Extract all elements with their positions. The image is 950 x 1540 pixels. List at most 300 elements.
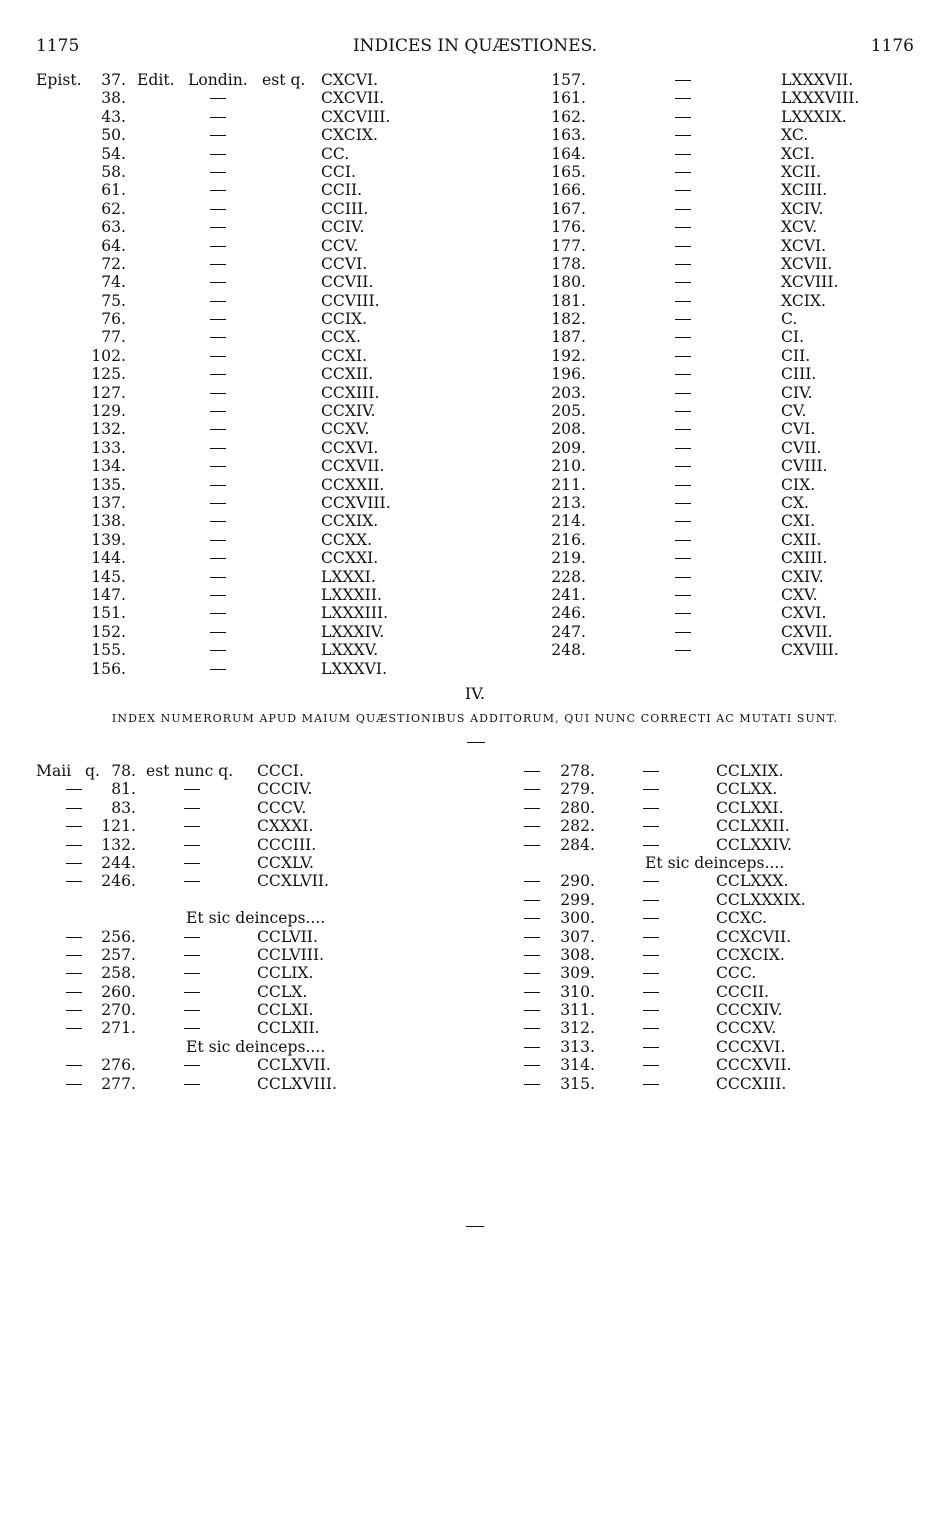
ditto-dash [675,108,691,118]
entry-number: 145. [91,567,126,586]
entry-number: 54. [101,144,126,163]
entry-roman: LXXXV. [321,641,379,660]
index-row [0,310,480,328]
entry-number: 246. [551,604,586,623]
ditto-dash [184,872,200,882]
ditto-dash [66,983,82,993]
index-row [0,89,480,107]
ditto-dash [210,641,226,651]
index-row [480,531,950,549]
ditto-dash [210,623,226,633]
ditto-dash [210,568,226,578]
ditto-dash [524,1019,540,1029]
ditto-dash [210,347,226,357]
index-row [480,181,950,199]
entry-number: 156. [91,659,126,678]
entry-number: 299. [560,890,595,909]
ditto-dash [524,1056,540,1066]
entry-number: 308. [560,945,595,964]
entry-roman: CII. [781,346,811,365]
index-row [480,163,950,181]
entry-roman: CXI. [781,512,816,531]
entry-number: 309. [560,964,595,983]
entry-roman: LXXXII. [321,585,382,604]
ditto-dash [210,365,226,375]
entry-roman: CCCI. [257,762,304,780]
index-row [0,71,480,89]
index-row [0,365,480,383]
index-row [0,568,480,586]
ditto-dash [643,909,659,919]
entry-roman: CX. [781,493,809,512]
index-row [480,237,950,255]
index-row [480,1038,950,1056]
ditto-dash [643,1019,659,1029]
entry-roman: CCCII. [716,982,770,1001]
ditto-dash [643,964,659,974]
index-row [480,586,950,604]
ditto-dash [184,799,200,809]
index-row [0,762,480,780]
ditto-dash [66,799,82,809]
entry-roman: CCXIV. [321,402,376,421]
entry-roman: LXXXI. [321,567,376,586]
blank-row [0,891,480,909]
index-row [480,872,950,890]
index-row [480,909,950,927]
prefix-epist: Epist. [36,71,82,89]
continuation-note: Et sic deinceps.... [186,909,326,928]
ditto-dash [643,1075,659,1085]
entry-number: 61. [101,181,126,200]
entry-number: 187. [551,328,586,347]
entry-number: 132. [91,420,126,439]
ditto-dash [524,836,540,846]
ditto-dash [184,983,200,993]
index-row [480,891,950,909]
ditto-dash [210,420,226,430]
index-row [480,457,950,475]
ditto-dash [643,891,659,901]
entry-number: 127. [91,383,126,402]
index-row [0,1056,480,1074]
ditto-dash [184,928,200,938]
ditto-dash [66,836,82,846]
index-row [480,108,950,126]
index-row [0,780,480,798]
entry-number: 38. [101,89,126,108]
entry-number: 121. [101,817,136,836]
ditto-dash [210,89,226,99]
ditto-dash [675,531,691,541]
ditto-dash [675,439,691,449]
entry-roman: CCI. [321,162,356,181]
entry-number: 257. [101,945,136,964]
ditto-dash [524,891,540,901]
entry-roman: CXCIX. [321,126,378,145]
entry-roman: CCXXII. [321,475,385,494]
index-row [0,1001,480,1019]
index-row [0,1019,480,1037]
index-row [0,218,480,236]
entry-roman: CCLVII. [257,927,318,946]
entry-number: 133. [91,438,126,457]
index-row [480,549,950,567]
entry-number: 209. [551,438,586,457]
ditto-dash [643,872,659,882]
entry-number: 75. [101,291,126,310]
entry-roman: CCX. [321,328,361,347]
entry-number: 129. [91,402,126,421]
ditto-dash [675,328,691,338]
entry-roman: LXXXVIII. [781,89,860,108]
index-row [480,641,950,659]
ditto-dash [66,1075,82,1085]
index-row [0,163,480,181]
entry-roman: CXVII. [781,622,833,641]
index-row [480,836,950,854]
ditto-dash [675,512,691,522]
entry-roman: CCLXIX. [716,762,784,780]
prefix-est-q: est q. [262,71,306,89]
entry-number: 58. [101,162,126,181]
index-row [480,494,950,512]
ditto-dash [210,255,226,265]
prefix-q: q. [85,762,100,780]
entry-roman: C. [781,310,798,329]
entry-roman: CCLXXI. [716,798,784,817]
ditto-dash [210,126,226,136]
entry-roman: CCXVI. [321,438,379,457]
ditto-dash [643,799,659,809]
entry-number: 247. [551,622,586,641]
entry-roman: CCXLVII. [257,872,330,891]
entry-roman: CCIV. [321,218,365,237]
ditto-dash [675,402,691,412]
index-row [480,402,950,420]
ditto-dash [524,799,540,809]
ditto-dash [210,237,226,247]
entry-number: 151. [91,604,126,623]
section4-left-column [0,762,480,1093]
index-row [0,402,480,420]
index-row [480,512,950,530]
entry-number: 210. [551,457,586,476]
index-row [480,310,950,328]
entry-number: 300. [560,909,595,928]
prefix-londin: Londin. [188,71,248,89]
entry-number: 290. [560,872,595,891]
index-row [480,780,950,798]
entry-roman: CCCXVII. [716,1056,792,1075]
entry-number: 192. [551,346,586,365]
entry-number: 260. [101,982,136,1001]
entry-number: 74. [101,273,126,292]
entry-roman: CCLXXIV. [716,835,793,854]
entry-number: 282. [560,817,595,836]
entry-roman: CVII. [781,438,822,457]
ditto-dash [524,780,540,790]
section-number: IV. [464,684,486,703]
index-row [480,964,950,982]
ditto-dash [210,108,226,118]
entry-roman: CCCIV. [257,780,313,799]
ditto-dash [210,457,226,467]
entry-number: 155. [91,641,126,660]
index-row [480,439,950,457]
index-row [480,799,950,817]
ditto-dash [210,604,226,614]
ditto-dash [66,854,82,864]
continuation-row [480,854,950,872]
index-row [0,549,480,567]
index-row [0,531,480,549]
ditto-dash [675,181,691,191]
index-row [0,145,480,163]
entry-number: 307. [560,927,595,946]
ditto-dash [66,780,82,790]
entry-roman: CXIII. [781,549,828,568]
entry-roman: XCVI. [781,236,827,255]
ditto-dash [675,145,691,155]
index-row [480,1075,950,1093]
entry-roman: CXXXI. [257,817,314,836]
ditto-dash [524,1001,540,1011]
entry-roman: XCV. [781,218,818,237]
entry-roman: LXXXIV. [321,622,385,641]
entry-roman: CIX. [781,475,816,494]
entry-roman: CCXVII. [321,457,385,476]
entry-number: 219. [551,549,586,568]
index-row [0,660,480,678]
entry-roman: CCCXIV. [716,1001,783,1020]
index-row [0,964,480,982]
index-row [480,420,950,438]
index-row [480,200,950,218]
entry-roman: CIII. [781,365,817,384]
entry-roman: CCIII. [321,199,369,218]
index-row [0,586,480,604]
continuation-note: Et sic deinceps.... [645,853,785,872]
ditto-dash [675,384,691,394]
index-row [480,292,950,310]
entry-number: 78. [111,762,136,780]
ditto-dash [675,494,691,504]
entry-number: 137. [91,493,126,512]
entry-roman: LXXXVII. [781,71,854,89]
index-row [480,145,950,163]
ditto-dash [675,604,691,614]
index-row [0,817,480,835]
entry-roman: CCVIII. [321,291,380,310]
entry-roman: CCLXVIII. [257,1074,338,1093]
entry-roman: CXVI. [781,604,827,623]
entry-number: 144. [91,549,126,568]
index-row [0,273,480,291]
ditto-dash [210,273,226,283]
prefix-maii: Maii [36,762,72,780]
section-rule [467,742,485,743]
index-row [0,476,480,494]
index-row [480,126,950,144]
entry-roman: CI. [781,328,805,347]
entry-number: 83. [111,798,136,817]
index-row [0,946,480,964]
ditto-dash [675,292,691,302]
entry-roman: CV. [781,402,807,421]
entry-number: 270. [101,1001,136,1020]
entry-roman: CCXCVII. [716,927,792,946]
entry-number: 76. [101,310,126,329]
entry-roman: CIV. [781,383,813,402]
entry-roman: CCCXV. [716,1019,777,1038]
entry-number: 162. [551,107,586,126]
entry-number: 163. [551,126,586,145]
entry-number: 152. [91,622,126,641]
ditto-dash [524,762,540,772]
entry-roman: LXXXVI. [321,659,388,678]
ditto-dash [675,476,691,486]
entry-roman: CCLXI. [257,1001,314,1020]
entry-roman: CCLXXII. [716,817,790,836]
entry-roman: CXCVIII. [321,107,391,126]
entry-roman: CCLXXX. [716,872,789,891]
ditto-dash [66,872,82,882]
entry-roman: XCVIII. [781,273,839,292]
ditto-dash [184,836,200,846]
section-title: INDEX NUMERORUM APUD MAIUM QUÆSTIONIBUS ADDITORUM, QUI NUNC CORRECTI AC MUTATI SUNT. [111,712,839,725]
index-row [480,365,950,383]
index-row [0,181,480,199]
entry-number: 278. [560,762,595,780]
ditto-dash [210,402,226,412]
index-row [0,928,480,946]
ditto-dash [210,181,226,191]
ditto-dash [675,273,691,283]
entry-number: 138. [91,512,126,531]
ditto-dash [643,780,659,790]
ditto-dash [210,328,226,338]
entry-roman: CCCIII. [257,835,317,854]
ditto-dash [675,457,691,467]
index-row [0,328,480,346]
entry-roman: CCXI. [321,346,368,365]
index-row [0,200,480,218]
entry-number: 72. [101,254,126,273]
ditto-dash [643,983,659,993]
entry-number: 280. [560,798,595,817]
index-row [480,476,950,494]
ditto-dash [675,237,691,247]
section3-left-column [0,71,480,678]
entry-roman: CVIII. [781,457,828,476]
index-row [0,512,480,530]
index-row [480,1001,950,1019]
entry-roman: CCXXI. [321,549,379,568]
ditto-dash [210,549,226,559]
ditto-dash [184,1056,200,1066]
ditto-dash [675,218,691,228]
entry-roman: CCXLV. [257,853,314,872]
ditto-dash [66,964,82,974]
ditto-dash [524,1038,540,1048]
entry-roman: LXXXIX. [781,107,847,126]
entry-number: 284. [560,835,595,854]
ditto-dash [675,89,691,99]
entry-number: 157. [551,71,586,89]
index-row [0,494,480,512]
entry-roman: CCLXXXIX. [716,890,806,909]
ditto-dash [66,1019,82,1029]
entry-number: 311. [560,1001,595,1020]
ditto-dash [675,347,691,357]
ditto-dash [66,1056,82,1066]
ditto-dash [675,568,691,578]
ditto-dash [643,762,659,772]
entry-roman: CCLXII. [257,1019,320,1038]
section3-right-column [480,71,950,660]
index-row [0,836,480,854]
index-row [0,457,480,475]
index-row [480,328,950,346]
ditto-dash [184,780,200,790]
ditto-dash [66,928,82,938]
entry-roman: CCXX. [321,530,373,549]
ditto-dash [210,292,226,302]
entry-roman: CCXIX. [321,512,379,531]
ditto-dash [675,200,691,210]
entry-roman: CCC. [716,964,757,983]
index-row [480,928,950,946]
entry-number: 77. [101,328,126,347]
index-row [480,384,950,402]
entry-number: 313. [560,1037,595,1056]
entry-number: 134. [91,457,126,476]
entry-number: 258. [101,964,136,983]
ditto-dash [524,928,540,938]
entry-roman: XCIV. [781,199,824,218]
index-row [480,1019,950,1037]
ditto-dash [675,641,691,651]
closing-rule [466,1226,484,1227]
index-row [480,623,950,641]
ditto-dash [675,71,691,81]
entry-number: 64. [101,236,126,255]
index-row [480,817,950,835]
entry-roman: CXIV. [781,567,824,586]
entry-number: 37. [101,71,126,89]
index-row [0,623,480,641]
continuation-row [0,1038,480,1056]
ditto-dash [643,817,659,827]
ditto-dash [210,494,226,504]
entry-roman: CCIX. [321,310,368,329]
ditto-dash [675,255,691,265]
entry-roman: XCIX. [781,291,826,310]
entry-number: 228. [551,567,586,586]
index-row [0,641,480,659]
ditto-dash [675,420,691,430]
index-row [480,568,950,586]
ditto-dash [66,946,82,956]
entry-number: 178. [551,254,586,273]
ditto-dash [210,310,226,320]
ditto-dash [184,946,200,956]
running-title: INDICES IN QUÆSTIONES. [352,36,598,56]
entry-roman: CCLVIII. [257,945,325,964]
index-row [0,983,480,1001]
ditto-dash [524,946,540,956]
